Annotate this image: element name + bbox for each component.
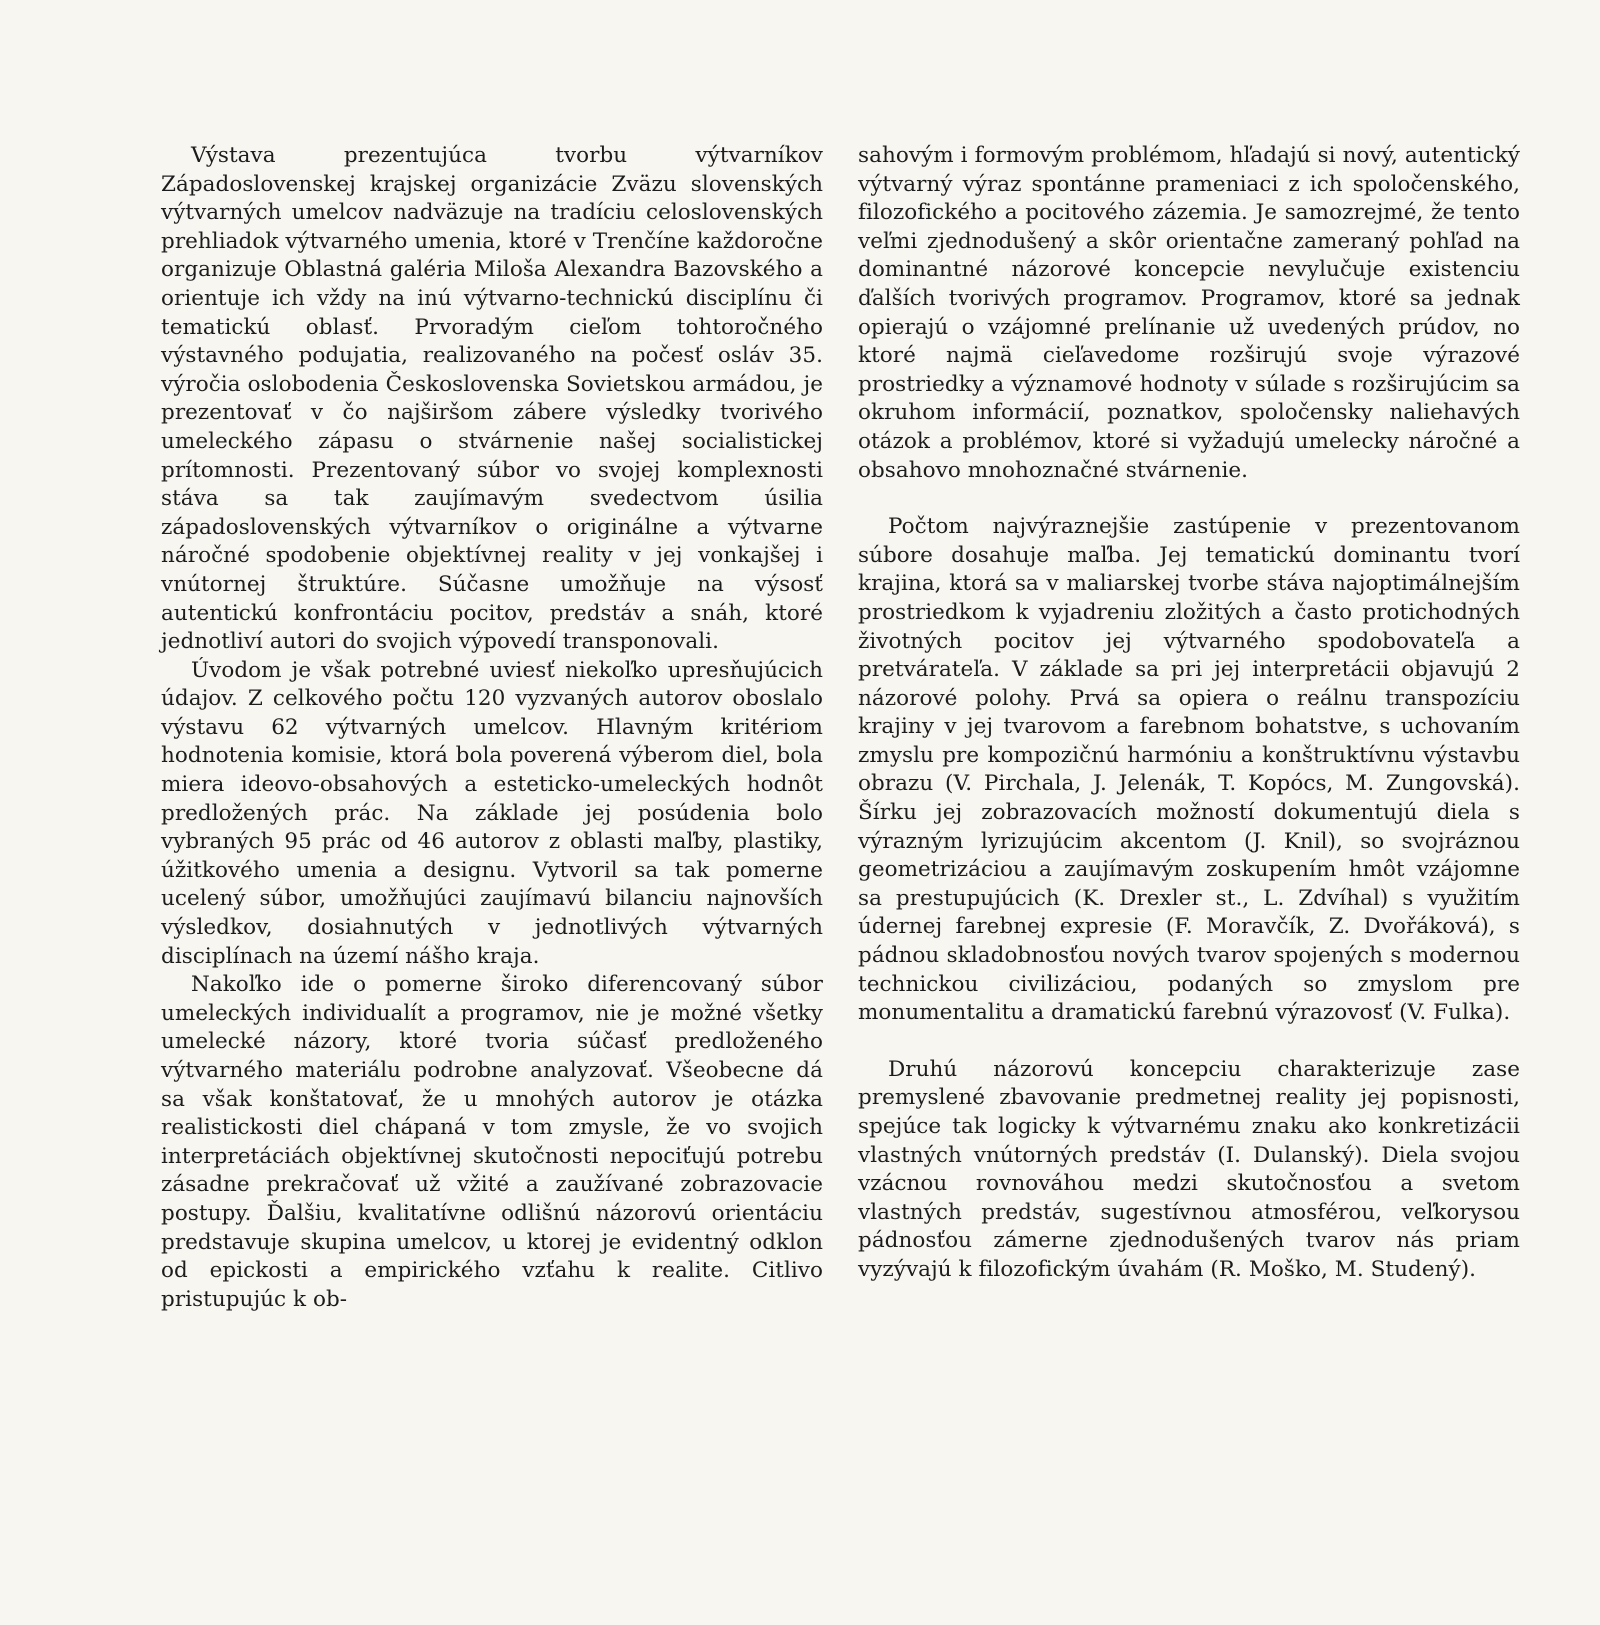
paragraph-block-painting [858, 513, 1520, 1028]
paragraph-continuation: sahovým i formovým problémom, hľadajú si nový, autentický výtvarný výraz spontánne prameniaci z ich spoločenského, filozofického a pocitového zázemia. Je samozrejmé, že tento veľmi zjednodušený a skôr orientačne zameraný pohľad na dominantné názorové koncepcie nevylučuje existenciu ďalších tvorivých programov. Programov, ktoré sa jednak opierajú o vzájomné prelínanie už uvedených prúdov, no ktoré najmä cieľavedome rozširujú svoje výrazové prostriedky a významové hodnoty v súlade s rozširujúcim sa okruhom informácií, poznatkov, spoločensky naliehavých otázok a problémov, ktoré si vyžadujú umelecky náročné a obsahovo mnohoznačné stvárnenie. [858, 143, 1520, 483]
paragraph-introductory-data: Úvodom je však potrebné uviesť niekoľko upresňujúcich údajov. Z celkového počtu 120 vyzvaných autorov oboslalo výstavu 62 výtvarných umelcov. Hlavným kritériom hodnotenia komisie, ktorá bola poverená výberom diel, bola miera ideovo-obsahových a esteticko-umeleckých hodnôt predložených prác. Na základe jej posúdenia bolo vybraných 95 prác od 46 autorov z oblasti maľby, plastiky, úžitkového umenia a designu. Vytvoril sa tak pomerne ucelený súbor, umožňujúci zaujímavú bilanciu najnovších výsledkov, dosiahnutých v jednotlivých výtvarných disciplínach na území nášho kraja. [161, 657, 823, 969]
paragraph-intro: Výstava prezentujúca tvorbu výtvarníkov Západoslovenskej krajskej organizácie Zväzu slovenských výtvarných umelcov nadväzuje na tradíciu celoslovenských prehliadok výtvarného umenia, ktoré v Trenčíne každoročne organizuje Oblastná galéria Miloša Alexandra Bazovského a orientuje ich vždy na inú výtvarno-technickú disciplínu či tematickú oblasť. Prvoradým cieľom tohtoročného výstavného podujatia, realizovaného na počesť osláv 35. výročia oslobodenia Československa Sovietskou armádou, je prezentovať v čo najširšom zábere výsledky tvorivého umeleckého zápasu o stvárnenie našej socialistickej prítomnosti. Prezentovaný súbor vo svojej komplexnosti stáva sa tak zaujímavým svedectvom úsilia západoslovenských výtvarníkov o originálne a výtvarne náročné spodobenie objektívnej reality v jej vonkajšej i vnútornej štruktúre. Súčasne umožňuje na výsosť autentickú konfrontáciu pocitov, predstáv a snáh, ktoré jednotliví autori do svojich výpovedí transponovali. [161, 143, 823, 655]
paragraph-painting: Počtom najvýraznejšie zastúpenie v prezentovanom súbore dosahuje maľba. Jej tematickú dominantu tvorí krajina, ktorá sa v maliarskej tvorbe stáva najoptimálnejším prostriedkom k vyjadreniu zložitých a často protichodných životných pocitov jej výtvarného spodobovateľa a pretvárateľa. V základe sa pri jej interpretácii objavujú 2 názorové polohy. Prvá sa opiera o reálnu transpozíciu krajiny v jej tvarovom a farebnom bohatstve, s uchovaním zmyslu pre kompozičnú harmóniu a konštruktívnu výstavbu obrazu (V. Pirchala, J. Jelenák, T. Kopócs, M. Zungovská). Šírku jej zobrazovacích možností dokumentujú diela s výrazným lyrizujúcim akcentom (J. Knil), so svojráznou geometrizáciou a zaujímavým zoskupením hmôt vzájomne sa prestupujúcich (K. Drexler st., L. Zdvíhal) s využitím údernej farebnej expresie (F. Moravčík, Z. Dvořáková), s pádnou skladobnosťou nových tvarov spojených s modernou technickou civilizáciou, podaných so zmyslom pre monumentalitu a dramatickú farebnú výrazovosť (V. Fulka). [858, 514, 1520, 1026]
paragraph-block-continuation [858, 142, 1520, 485]
left-text-column [161, 142, 823, 1314]
right-text-column [858, 142, 1520, 1285]
paragraph-block-second-concept [858, 1056, 1520, 1285]
paragraph-differentiated-programs: Nakoľko ide o pomerne široko diferencovaný súbor umeleckých individualít a programov, nie je možné všetky umelecké názory, ktoré tvoria súčasť predloženého výtvarného materiálu podrobne analyzovať. Všeobecne dá sa však konštatovať, že u mnohých autorov je otázka realistickosti diel chápaná v tom zmysle, že vo svojich interpretáciách objektívnej skutočnosti nepociťujú potrebu zásadne prekračovať už vžité a zaužívané zobrazovacie postupy. Ďalšiu, kvalitatívne odlišnú názorovú orientáciu predstavuje skupina umelcov, u ktorej je evidentný odklon od epickosti a empirického vzťahu k realite. Citlivo pristupujúc k ob- [161, 972, 823, 1312]
paragraph-second-concept: Druhú názorovú koncepciu charakterizuje zase premyslené zbavovanie predmetnej reality jej popisnosti, spejúce tak logicky k výtvarnému znaku ako konkretizácii vlastných vnútorných predstáv (I. Dulanský). Diela svojou vzácnou rovnováhou medzi skutočnosťou a svetom vlastných predstáv, sugestívnou atmosférou, veľkorysou pádnosťou zámerne zjednodušených tvarov nás priam vyzývajú k filozofickým úvahám (R. Moško, M. Studený). [858, 1056, 1520, 1282]
